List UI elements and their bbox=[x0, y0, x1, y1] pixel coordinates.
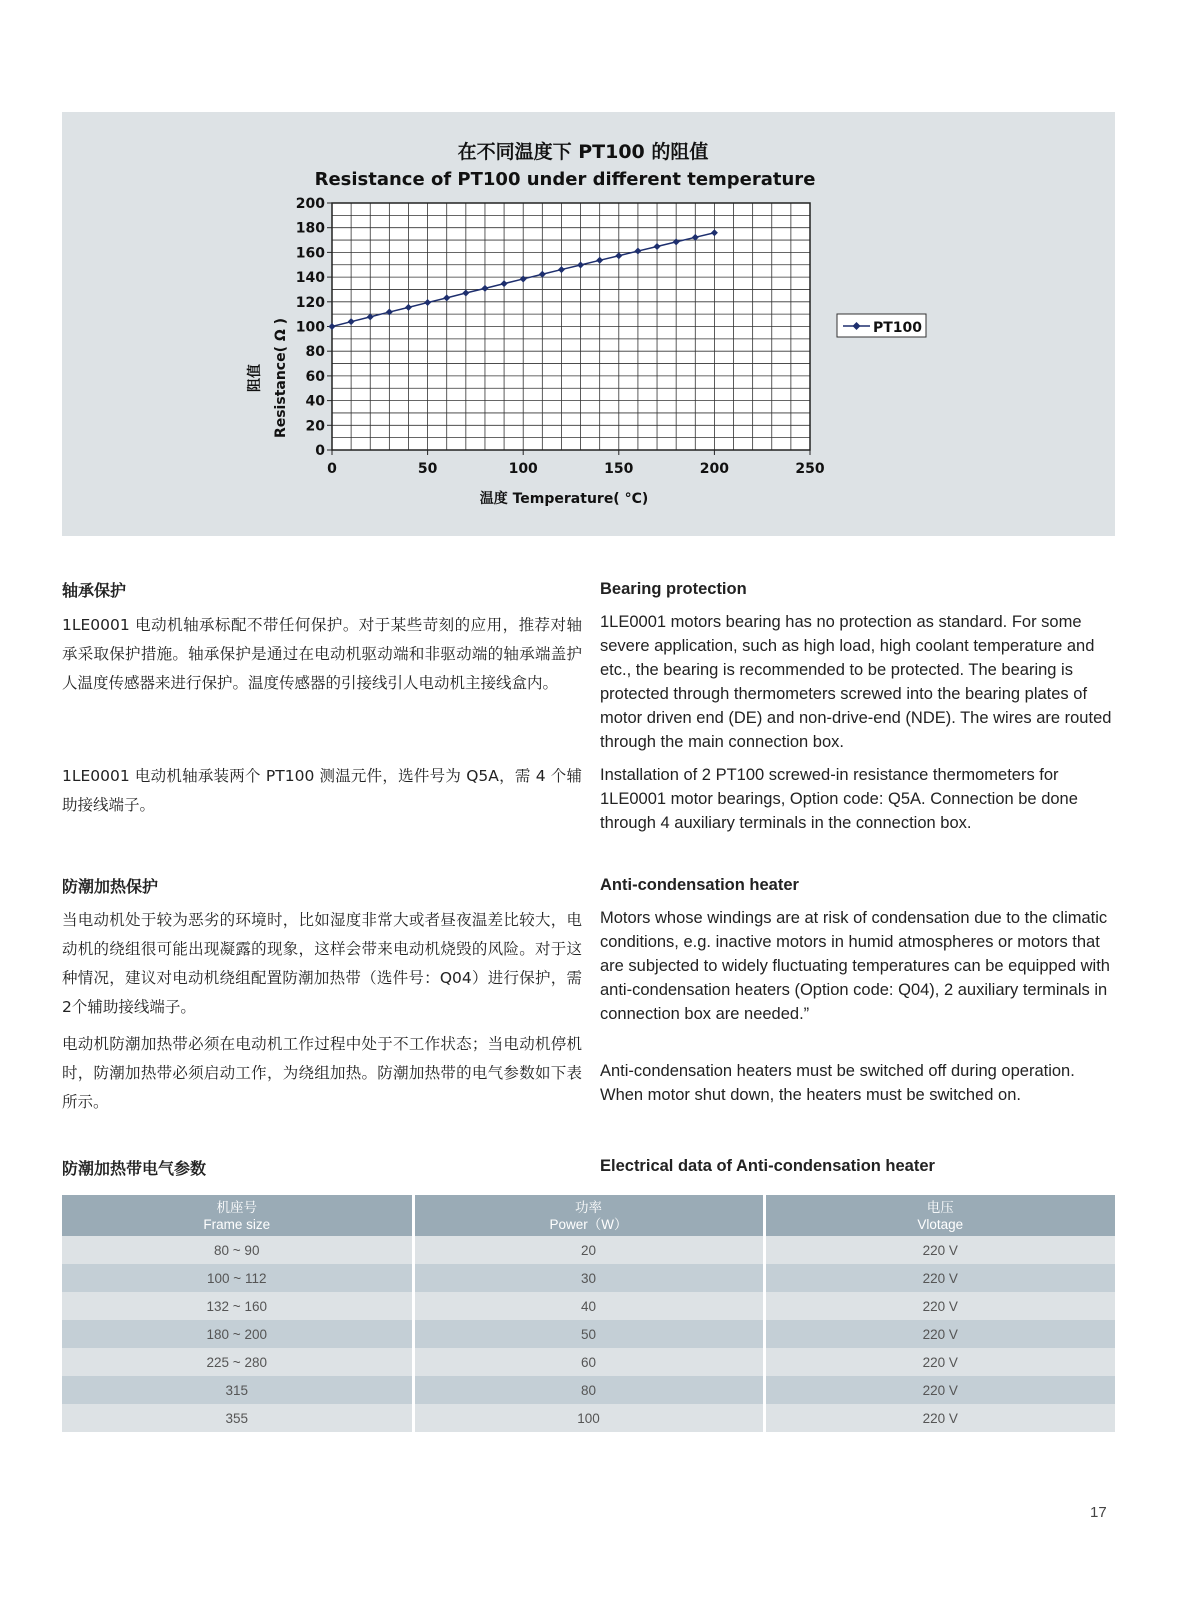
cell-voltage: 220 V bbox=[764, 1320, 1115, 1348]
table-title-en: Electrical data of Anti-condensation heater bbox=[600, 1157, 935, 1175]
heater-title-zh: 防潮加热保护 bbox=[62, 877, 159, 896]
chart-title-en: Resistance of PT100 under different temperature bbox=[314, 169, 816, 190]
heater-p1-zh: 当电动机处于较为恶劣的环境时，比如湿度非常大或者昼夜温差比较大，电动机的绕组很可能出现凝露的现象，这样会带来电动机烧毁的风险。对于这种情况，建议对电动机绕组配置防潮加热带（选件号：Q04）进行保护，需2个辅助接线端子。 bbox=[62, 911, 582, 1016]
heater-p2-zh: 电动机防潮加热带必须在电动机工作过程中处于不工作状态；当电动机停机时，防潮加热带必须启动工作，为绕组加热。防潮加热带的电气参数如下表所示。 bbox=[62, 1035, 582, 1111]
y-tick-label: 200 bbox=[295, 196, 325, 212]
header-power-en: Power（W） bbox=[549, 1216, 628, 1232]
table-row bbox=[62, 1320, 1115, 1348]
cell-frame-size: 225 ~ 280 bbox=[62, 1348, 413, 1376]
chart-legend bbox=[837, 314, 926, 337]
cell-voltage: 220 V bbox=[764, 1292, 1115, 1320]
cell-voltage: 220 V bbox=[764, 1348, 1115, 1376]
x-tick-label: 250 bbox=[795, 461, 825, 477]
x-tick-label: 0 bbox=[327, 461, 337, 477]
table-row bbox=[62, 1348, 1115, 1376]
x-tick-label: 150 bbox=[604, 461, 634, 477]
y-tick-label: 160 bbox=[295, 245, 325, 262]
header-frame-size bbox=[62, 1195, 413, 1236]
y-axis-label-zh: 阻值 bbox=[247, 364, 263, 392]
chart-title-zh: 在不同温度下 PT100 的阻值 bbox=[457, 141, 709, 163]
chart-panel bbox=[62, 112, 1115, 536]
table-row bbox=[62, 1376, 1115, 1404]
table-row bbox=[62, 1292, 1115, 1320]
heater-p1-en: Motors whose windings are at risk of condensation due to the climatic conditions, e.g. inactive motors in humid atmospheres or motors that are subjected to widely fluctuating temperatures can be equipped with anti-condensation heaters (Option code: Q04), 2 auxiliary terminals in connection box are needed.” bbox=[600, 909, 1110, 1023]
header-power-zh: 功率 bbox=[575, 1199, 602, 1215]
cell-power: 40 bbox=[413, 1292, 764, 1320]
y-tick-label: 60 bbox=[305, 368, 325, 385]
y-tick-label: 80 bbox=[305, 344, 325, 361]
x-tick-label: 200 bbox=[699, 461, 730, 477]
y-tick-label: 40 bbox=[305, 393, 325, 410]
cell-frame-size: 315 bbox=[62, 1376, 413, 1404]
bearing-p1-en: 1LE0001 motors bearing has no protection as standard. For some severe application, such as high load, high coolant temperature and etc., the bearing is recommended to be protected. The bearing is protected through thermometers screwed into the bearing plates of motor driven end (DE) and non-drive-end (NDE). The wires are routed through the main connection box. bbox=[600, 613, 1112, 751]
cell-power: 100 bbox=[413, 1404, 764, 1432]
bearing-title-zh: 轴承保护 bbox=[62, 581, 127, 600]
cell-power: 60 bbox=[413, 1348, 764, 1376]
heater-data-table bbox=[62, 1195, 1115, 1432]
chart-grid bbox=[332, 203, 810, 450]
cell-frame-size: 80 ~ 90 bbox=[62, 1236, 413, 1264]
bearing-title-en: Bearing protection bbox=[600, 580, 747, 598]
header-voltage bbox=[764, 1195, 1115, 1236]
bearing-p1-zh: 1LE0001 电动机轴承标配不带任何保护。对于某些苛刻的应用，推荐对轴承采取保护措施。轴承保护是通过在电动机驱动端和非驱动端的轴承端盖护人温度传感器来进行保护。温度传感器的引接线引人电动机主接线盒内。 bbox=[62, 616, 582, 692]
bearing-p2-en: Installation of 2 PT100 screwed-in resistance thermometers for 1LE0001 motor bearings, Option code: Q5A. Connection be done through 4 auxiliary terminals in the connection box. bbox=[600, 766, 1078, 832]
table-row bbox=[62, 1236, 1115, 1264]
y-tick-label: 20 bbox=[305, 418, 325, 435]
bearing-p2-zh: 1LE0001 电动机轴承装两个 PT100 测温元件，选件号为 Q5A，需 4 个辅助接线端子。 bbox=[62, 767, 582, 814]
cell-voltage: 220 V bbox=[764, 1376, 1115, 1404]
header-voltage-zh: 电压 bbox=[926, 1199, 954, 1215]
cell-power: 20 bbox=[413, 1236, 764, 1264]
resistance-chart bbox=[62, 112, 1115, 536]
heater-title-en: Anti-condensation heater bbox=[600, 876, 799, 894]
header-power bbox=[413, 1195, 764, 1236]
table-header-row bbox=[62, 1195, 1115, 1236]
cell-power: 30 bbox=[413, 1264, 764, 1292]
cell-frame-size: 100 ~ 112 bbox=[62, 1264, 413, 1292]
y-axis-label bbox=[246, 318, 289, 438]
x-tick-label: 50 bbox=[417, 461, 438, 477]
y-tick-label: 180 bbox=[295, 220, 325, 237]
table-title-zh: 防潮加热带电气参数 bbox=[62, 1159, 207, 1178]
cell-power: 80 bbox=[413, 1376, 764, 1404]
cell-frame-size: 355 bbox=[62, 1404, 413, 1432]
y-tick-label: 140 bbox=[295, 270, 325, 287]
cell-voltage: 220 V bbox=[764, 1404, 1115, 1432]
legend-label: PT100 bbox=[873, 320, 923, 336]
cell-frame-size: 132 ~ 160 bbox=[62, 1292, 413, 1320]
y-axis-label-en: Resistance( Ω ) bbox=[273, 317, 289, 439]
x-axis-label: 温度 Temperature( °C) bbox=[479, 491, 649, 507]
heater-p2-en: Anti-condensation heaters must be switched off during operation. When motor shut down, the heaters must be switched on. bbox=[600, 1062, 1075, 1104]
page-number: 17 bbox=[1090, 1504, 1107, 1521]
y-tick-label: 0 bbox=[315, 443, 325, 459]
header-frame-size-zh: 机座号 bbox=[216, 1199, 257, 1215]
x-tick-label: 100 bbox=[508, 461, 538, 477]
header-voltage-en: Vlotage bbox=[917, 1216, 964, 1232]
header-frame-size-en: Frame size bbox=[203, 1216, 271, 1232]
table-row bbox=[62, 1264, 1115, 1292]
cell-voltage: 220 V bbox=[764, 1236, 1115, 1264]
cell-frame-size: 180 ~ 200 bbox=[62, 1320, 413, 1348]
cell-voltage: 220 V bbox=[764, 1264, 1115, 1292]
y-tick-label: 100 bbox=[295, 319, 325, 336]
cell-power: 50 bbox=[413, 1320, 764, 1348]
y-tick-label: 120 bbox=[295, 294, 325, 311]
table-row bbox=[62, 1404, 1115, 1432]
